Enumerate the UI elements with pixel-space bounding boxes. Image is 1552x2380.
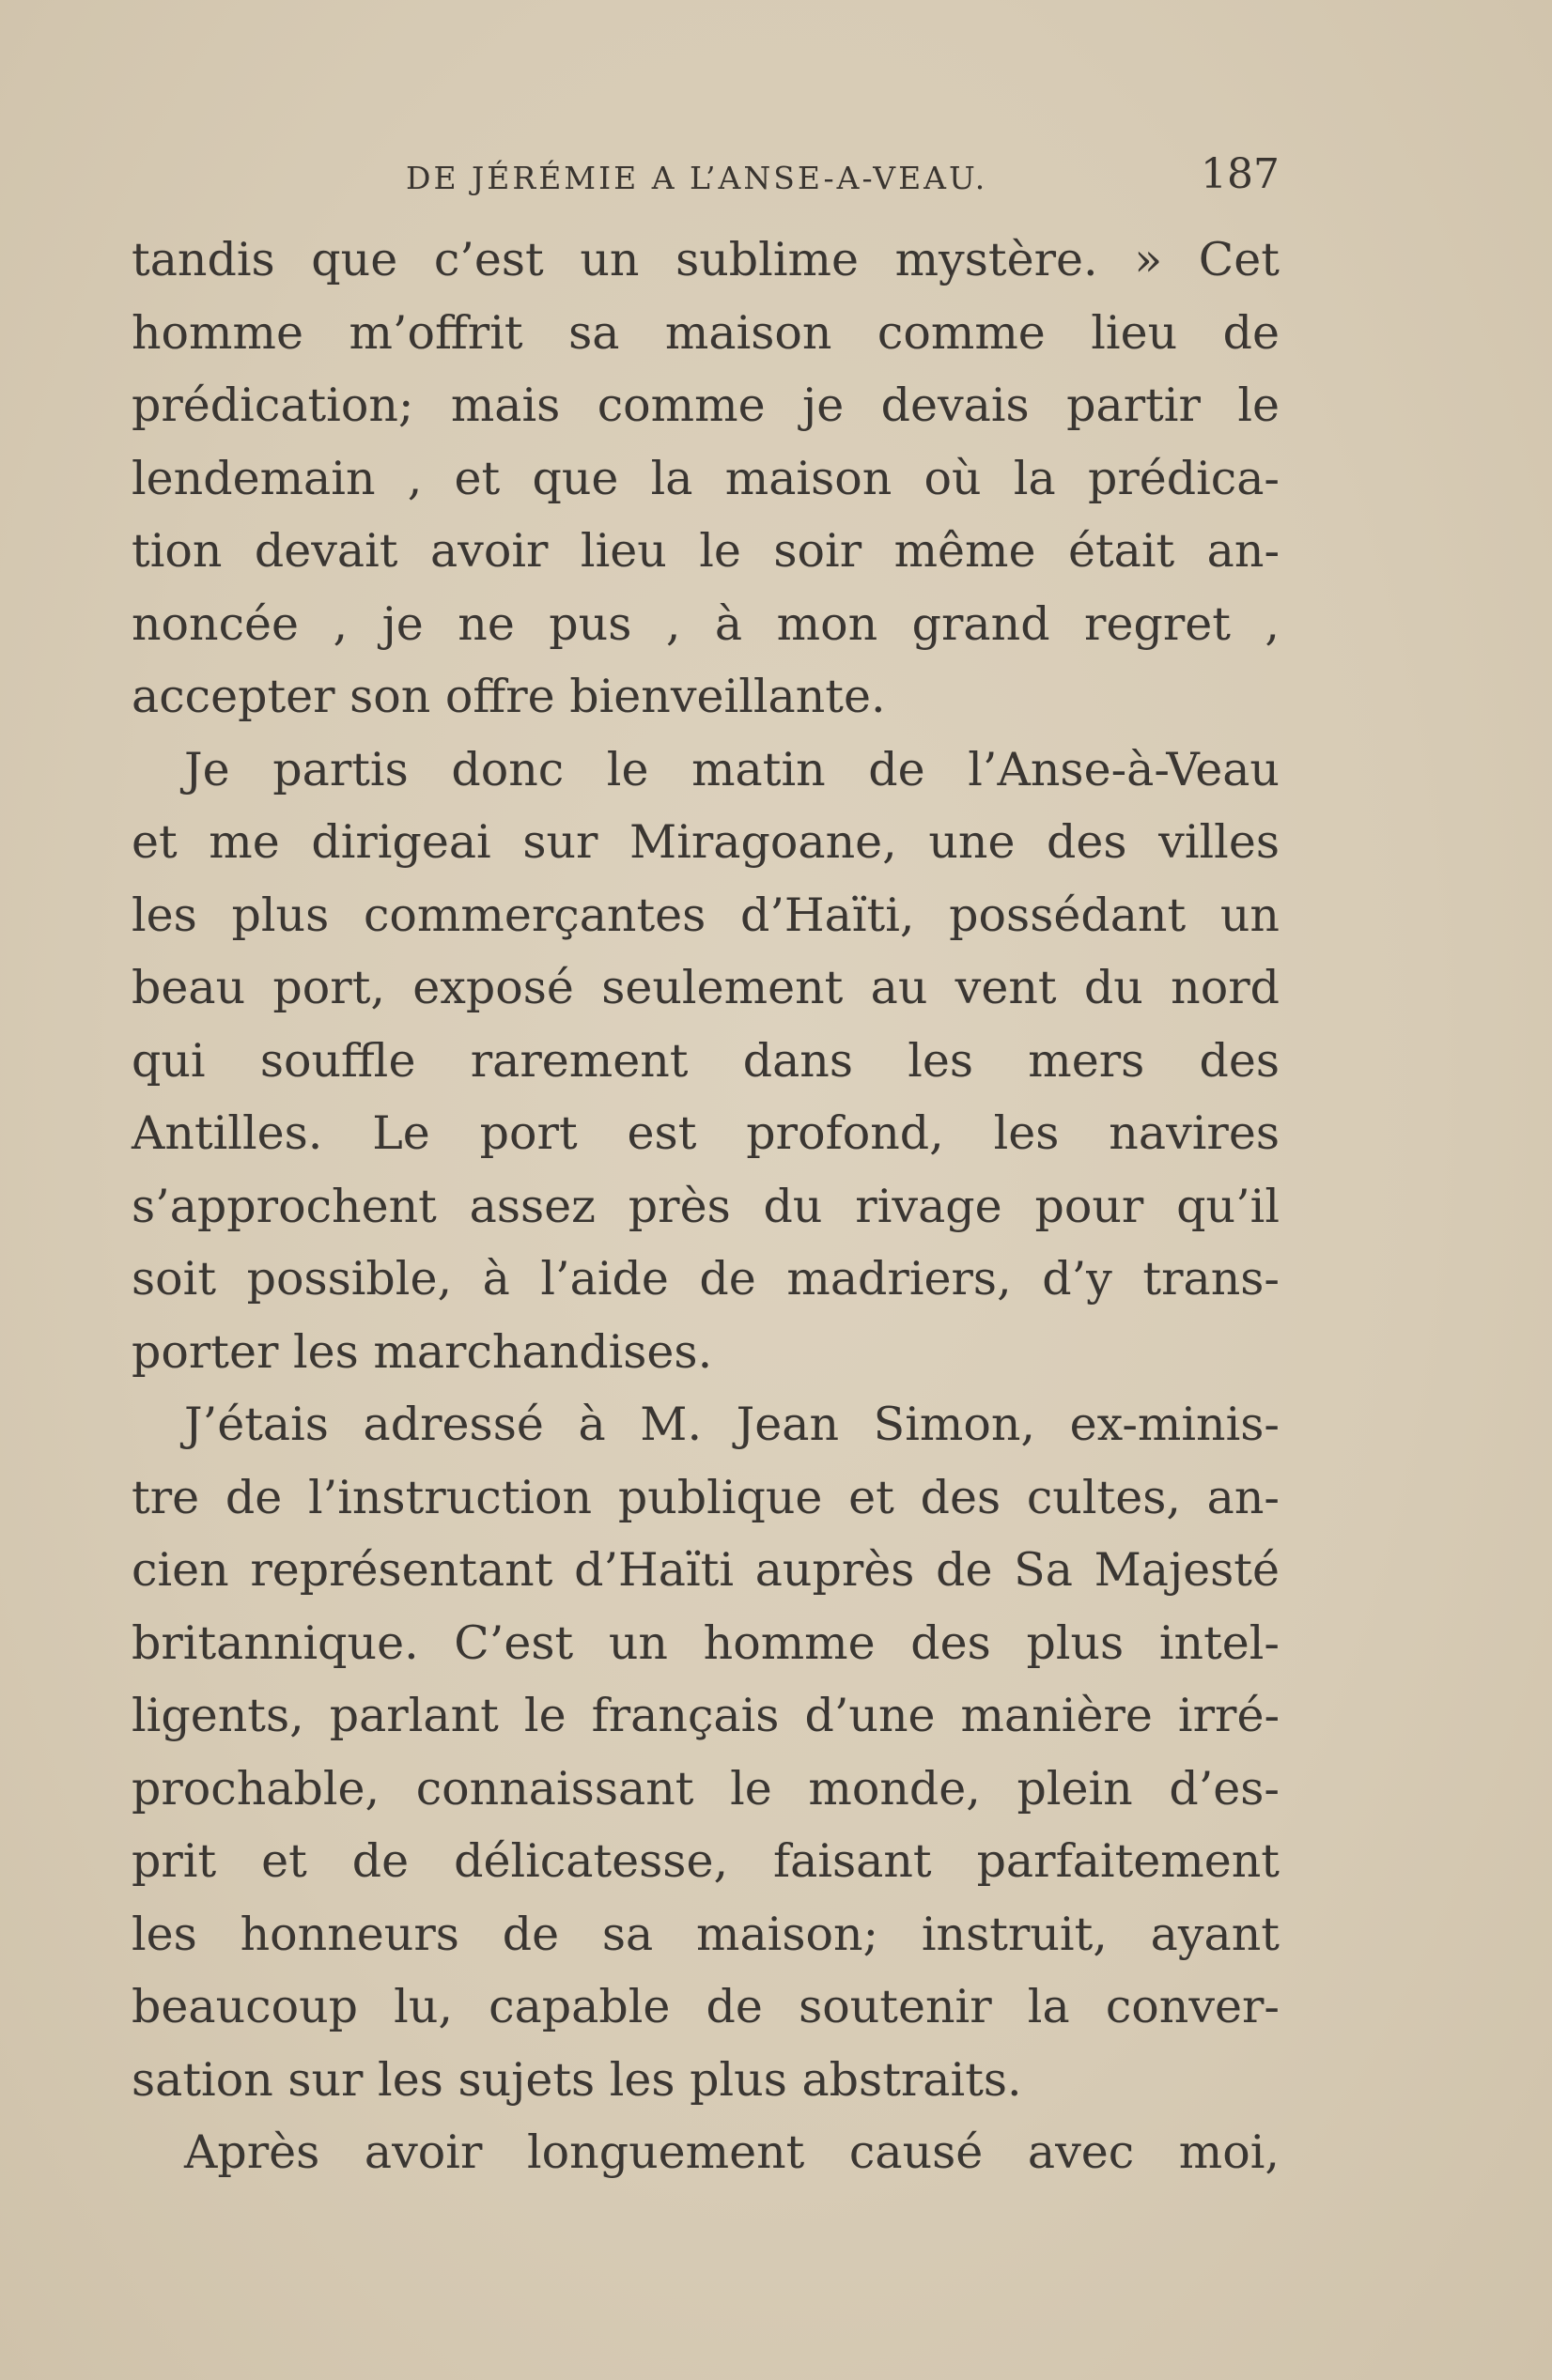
text-line: noncée , je ne pus , à mon grand regret ,: [132, 596, 1280, 651]
text-line: lendemain , et que la maison où la prédica-: [132, 451, 1280, 505]
text-line: les plus commerçantes d’Haïti, possédant un: [132, 888, 1280, 942]
text-line: ligents, parlant le français d’une manière irré-: [132, 1689, 1280, 1742]
page-header: [132, 150, 1280, 207]
text-line: tre de l’instruction publique et des cultes, an-: [132, 1470, 1280, 1524]
text-line: cien représentant d’Haïti auprès de Sa Majesté: [132, 1543, 1280, 1597]
text-line: J’étais adressé à M. Jean Simon, ex-minis-: [184, 1398, 1280, 1451]
text-line: prochable, connaissant le monde, plein d’es-: [132, 1761, 1280, 1816]
text-line: beaucoup lu, capable de soutenir la conver-: [132, 1980, 1280, 2033]
text-line: et me dirigeai sur Miragoane, une des villes: [132, 815, 1280, 869]
text-line: porter les marchandises.: [132, 1324, 713, 1379]
text-line: Après avoir longuement causé avec moi,: [184, 2125, 1280, 2179]
text-line: prit et de délicatesse, faisant parfaitement: [132, 1834, 1280, 1888]
text-line: qui souffle rarement dans les mers des: [132, 1033, 1280, 1088]
text-line: britannique. C’est un homme des plus intel-: [132, 1615, 1280, 1670]
text-line: accepter son offre bienveillante.: [132, 670, 886, 723]
text-line: s’approchent assez près du rivage pour qu’il: [132, 1179, 1280, 1233]
text-line: tion devait avoir lieu le soir même était an-: [132, 524, 1280, 578]
text-line: soit possible, à l’aide de madriers, d’y trans-: [132, 1252, 1280, 1306]
text-line: beau port, exposé seulement au vent du nord: [132, 961, 1280, 1014]
text-line: les honneurs de sa maison; instruit, ayant: [132, 1907, 1280, 1961]
text-line: tandis que c’est un sublime mystère. » Cet: [132, 233, 1280, 286]
text-line: Je partis donc le matin de l’Anse-à-Veau: [184, 742, 1280, 796]
running-title: DE JÉRÉMIE A L’ANSE-A-VEAU.: [406, 160, 988, 196]
page-number: 187: [1201, 150, 1280, 198]
body-text: [132, 224, 1280, 2189]
text-line: Antilles. Le port est profond, les navires: [132, 1106, 1280, 1160]
text-line: prédication; mais comme je devais partir le: [132, 379, 1280, 432]
text-line: homme m’offrit sa maison comme lieu de: [132, 305, 1280, 360]
text-line: sation sur les sujets les plus abstraits.: [132, 2052, 1022, 2107]
